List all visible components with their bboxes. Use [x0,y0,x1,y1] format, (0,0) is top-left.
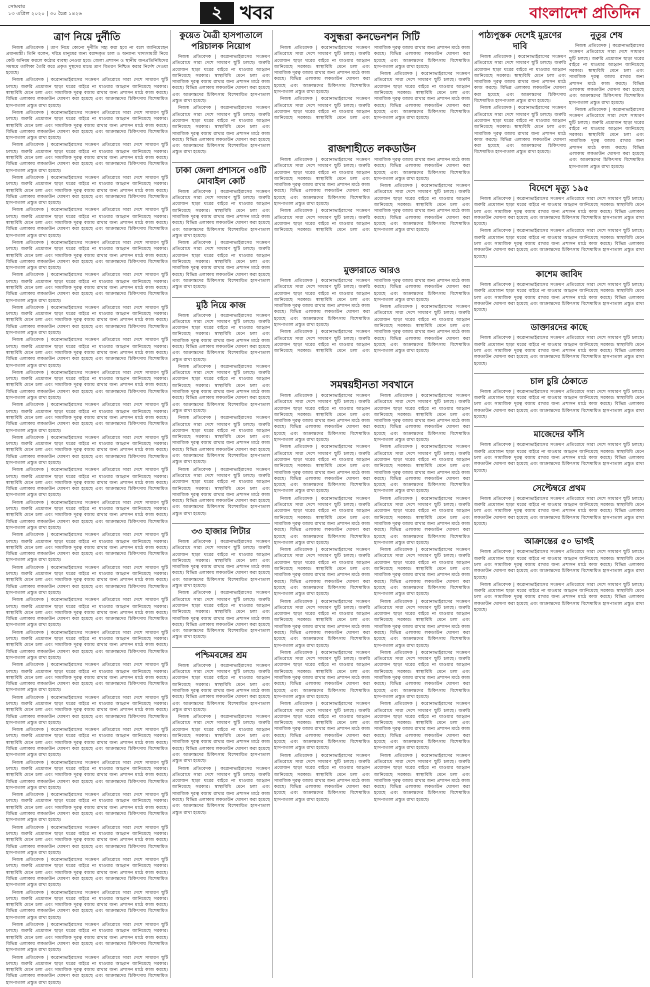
story-majed-execution [474,430,644,474]
headline: আক্রান্তের ৫০ ভাগই [524,537,594,548]
paragraph: নিজস্ব প্রতিবেদক | করোনাভাইরাসের সংক্রমণ প্রতিরোধে সারা দেশে সাধারণ ছুটি চলছে। জরুরি প্রয়োজন ছাড়া ঘরের বাইরে না যাওয়ার আহ্বান জানিয়েছে সরকার। স্বাস্থ্যবিধি মেনে চলা এবং সামাজিক দূরত্ব বজায় রাখার জন্য প্রশাসন মাঠে কাজ করছে। বিভিন্ন এলাকায় লকডাউন ঘোষণা করা হয়েছে এবং আক্রান্তদের চিকিৎসায় বিশেষায়িত হাসপাতাল প্রস্তুত রাখা হয়েছে। [6,598,168,629]
divider [474,533,644,534]
paragraph: নিজস্ব প্রতিবেদক | করোনাভাইরাসের সংক্রমণ প্রতিরোধে সারা দেশে সাধারণ ছুটি চলছে। জরুরি প্রয়োজন ছাড়া ঘরের বাইরে না যাওয়ার আহ্বান জানিয়েছে সরকার। স্বাস্থ্যবিধি মেনে চলা এবং সামাজিক দূরত্ব বজায় রাখার জন্য প্রশাসন মাঠে কাজ করছে। বিভিন্ন এলাকায় লকডাউন ঘোষণা করা হয়েছে এবং আক্রান্তদের চিকিৎসায় বিশেষায়িত হাসপাতাল প্রস্তুত রাখা হয়েছে। [6,630,168,661]
headline: সমন্বয়হীনতা সবখানে [330,380,414,391]
paragraph: নিজস্ব প্রতিবেদক | করোনাভাইরাসের সংক্রমণ প্রতিরোধে সারা দেশে সাধারণ ছুটি চলছে। জরুরি প্রয়োজন ছাড়া ঘরের বাইরে না যাওয়ার আহ্বান জানিয়েছে সরকার। স্বাস্থ্যবিধি মেনে চলা এবং সামাজিক দূরত্ব বজায় রাখার জন্য প্রশাসন মাঠে কাজ করছে। বিভিন্ন এলাকায় লকডাউন ঘোষণা করা হয়েছে এবং আক্রান্তদের চিকিৎসায় বিশেষায়িত হাসপাতাল প্রস্তুত রাখা হয়েছে। [172,106,270,156]
story-body [172,55,270,157]
paragraph: নিজস্ব প্রতিবেদক | করোনাভাইরাসের সংক্রমণ প্রতিরোধে সারা দেশে সাধারণ ছুটি চলছে। জরুরি প্রয়োজন ছাড়া ঘরের বাইরে না যাওয়ার আহ্বান জানিয়েছে সরকার। স্বাস্থ্যবিধি মেনে চলা এবং সামাজিক দূরত্ব বজায় রাখার জন্য প্রশাসন মাঠে কাজ করছে। বিভিন্ন এলাকায় লকডাউন ঘোষণা করা হয়েছে এবং আক্রান্তদের চিকিৎসায় বিশেষায়িত হাসপাতাল প্রস্তুত রাখা হয়েছে। [374,445,470,495]
divider [172,297,270,298]
headline: কুয়েত মৈত্রী হাসপাতালে পরিচালক নিয়োগ [179,31,263,52]
story-body [569,44,644,171]
story-work [172,301,270,519]
story-body [172,314,270,519]
paragraph: নিজস্ব প্রতিবেদক | করোনাভাইরাসের সংক্রমণ প্রতিরোধে সারা দেশে সাধারণ ছুটি চলছে। জরুরি প্রয়োজন ছাড়া ঘরের বাইরে না যাওয়ার আহ্বান জানিয়েছে সরকার। স্বাস্থ্যবিধি মেনে চলা এবং সামাজিক দূরত্ব বজায় রাখার জন্য প্রশাসন মাঠে কাজ করছে। বিভিন্ন এলাকায় লকডাউন ঘোষণা করা হয়েছে এবং আক্রান্তদের চিকিৎসায় বিশেষায়িত হাসপাতাল প্রস্তুত রাখা হয়েছে। [474,196,644,228]
headline: চাল চুরি ঠেকাতে [530,376,588,387]
paragraph: নিজস্ব প্রতিবেদক | করোনাভাইরাসের সংক্রমণ প্রতিরোধে সারা দেশে সাধারণ ছুটি চলছে। জরুরি প্রয়োজন ছাড়া ঘরের বাইরে না যাওয়ার আহ্বান জানিয়েছে সরকার। স্বাস্থ্যবিধি মেনে চলা এবং সামাজিক দূরত্ব বজায় রাখার জন্য প্রশাসন মাঠে কাজ করছে। বিভিন্ন এলাকায় লকডাউন ঘোষণা করা হয়েছে এবং আক্রান্তদের চিকিৎসায় বিশেষায়িত হাসপাতাল প্রস্তুত রাখা হয়েছে। [274,650,370,700]
headline: পাঠ্যপুস্তক দেশেই মুদ্রণের দাবি [478,31,562,52]
paragraph: নিজস্ব প্রতিবেদক | করোনাভাইরাসের সংক্রমণ প্রতিরোধে সারা দেশে সাধারণ ছুটি চলছে। জরুরি প্রয়োজন ছাড়া ঘরের বাইরে না যাওয়ার আহ্বান জানিয়েছে সরকার। স্বাস্থ্যবিধি মেনে চলা এবং সামাজিক দূরত্ব বজায় রাখার জন্য প্রশাসন মাঠে কাজ করছে। বিভিন্ন এলাকায় লকডাউন ঘোষণা করা হয়েছে এবং আক্রান্তদের চিকিৎসায় বিশেষায়িত হাসপাতাল প্রস্তুত রাখা হয়েছে। [6,923,168,954]
headline: পশ্চিমবঙ্গের শ্রম [195,650,247,661]
headline: বসুন্ধরা কনভেনশন সিটি [324,32,420,43]
paragraph: নিজস্ব প্রতিবেদক | করোনাভাইরাসের সংক্রমণ প্রতিরোধে সারা দেশে সাধারণ ছুটি চলছে। জরুরি প্রয়োজন ছাড়া ঘরের বাইরে না যাওয়ার আহ্বান জানিয়েছে সরকার। স্বাস্থ্যবিধি মেনে চলা এবং সামাজিক দূরত্ব বজায় রাখার জন্য প্রশাসন মাঠে কাজ করছে। বিভিন্ন এলাকায় লকডাউন ঘোষণা করা হয়েছে এবং আক্রান্তদের চিকিৎসায় বিশেষায়িত হাসপাতাল প্রস্তুত রাখা হয়েছে। [474,229,644,260]
paragraph: নিজস্ব প্রতিবেদক | করোনাভাইরাসের সংক্রমণ প্রতিরোধে সারা দেশে সাধারণ ছুটি চলছে। জরুরি প্রয়োজন ছাড়া ঘরের বাইরে না যাওয়ার আহ্বান জানিয়েছে সরকার। স্বাস্থ্যবিধি মেনে চলা এবং সামাজিক দূরত্ব বজায় রাখার জন্য প্রশাসন মাঠে কাজ করছে। বিভিন্ন এলাকায় লকডাউন ঘোষণা করা হয়েছে এবং আক্রান্তদের চিকিৎসায় বিশেষায়িত হাসপাতাল প্রস্তুত রাখা হয়েছে। [6,825,168,856]
story-body [474,197,644,261]
story-mobile-courts [172,166,270,292]
paragraph: নিজস্ব প্রতিবেদক | করোনাভাইরাসের সংক্রমণ প্রতিরোধে সারা দেশে সাধারণ ছুটি চলছে। জরুরি প্রয়োজন ছাড়া ঘরের বাইরে না যাওয়ার আহ্বান জানিয়েছে সরকার। স্বাস্থ্যবিধি মেনে চলা এবং সামাজিক দূরত্ব বজায় রাখার জন্য প্রশাসন মাঠে কাজ করছে। বিভিন্ন এলাকায় লকডাউন ঘোষণা করা হয়েছে এবং আক্রান্তদের চিকিৎসায় বিশেষায়িত হাসপাতাল প্রস্তুত রাখা হয়েছে। [172,715,270,765]
divider [172,647,270,648]
story-body [474,283,644,314]
column-1 [6,30,168,986]
paragraph: নিজস্ব প্রতিবেদক | করোনাভাইরাসের সংক্রমণ প্রতিরোধে সারা দেশে সাধারণ ছুটি চলছে। জরুরি প্রয়োজন ছাড়া ঘরের বাইরে না যাওয়ার আহ্বান জানিয়েছে সরকার। স্বাস্থ্যবিধি মেনে চলা এবং সামাজিক দূরত্ব বজায় রাখার জন্য প্রশাসন মাঠে কাজ করছে। বিভিন্ন এলাকায় লকডাউন ঘোষণা করা হয়েছে এবং আক্রান্তদের চিকিৎসায় বিশেষায়িত হাসপাতাল প্রস্তুত রাখা হয়েছে। [6,760,168,791]
paragraph: নিজস্ব প্রতিবেদক | করোনাভাইরাসের সংক্রমণ প্রতিরোধে সারা দেশে সাধারণ ছুটি চলছে। জরুরি প্রয়োজন ছাড়া ঘরের বাইরে না যাওয়ার আহ্বান জানিয়েছে সরকার। স্বাস্থ্যবিধি মেনে চলা এবং সামাজিক দূরত্ব বজায় রাখার জন্য প্রশাসন মাঠে কাজ করছে। বিভিন্ন এলাকায় লকডাউন ঘোষণা করা হয়েছে এবং আক্রান্তদের চিকিৎসায় বিশেষায়িত হাসপাতাল প্রস্তুত রাখা হয়েছে। [6,370,168,402]
story-body [274,279,470,356]
headline: কাশেম জাবিদ [535,269,583,280]
paragraph: নিজস্ব প্রতিবেদক | করোনাভাইরাসের সংক্রমণ প্রতিরোধে সারা দেশে সাধারণ ছুটি চলছে। জরুরি প্রয়োজন ছাড়া ঘরের বাইরে না যাওয়ার আহ্বান জানিয়েছে সরকার। স্বাস্থ্যবিধি মেনে চলা এবং সামাজিক দূরত্ব বজায় রাখার জন্য প্রশাসন মাঠে কাজ করছে। বিভিন্ন এলাকায় লকডাউন ঘোষণা করা হয়েছে এবং আক্রান্তদের চিকিৎসায় বিশেষায়িত হাসপাতাল প্রস্তুত রাখা হয়েছে। [6,890,168,921]
paragraph: নিজস্ব প্রতিবেদক | করোনাভাইরাসের সংক্রমণ প্রতিরোধে সারা দেশে সাধারণ ছুটি চলছে। জরুরি প্রয়োজন ছাড়া ঘরের বাইরে না যাওয়ার আহ্বান জানিয়েছে সরকার। স্বাস্থ্যবিধি মেনে চলা এবং সামাজিক দূরত্ব বজায় রাখার জন্য প্রশাসন মাঠে কাজ করছে। বিভিন্ন এলাকায় লকডাউন ঘোষণা করা হয়েছে এবং আক্রান্তদের চিকিৎসায় বিশেষায়িত হাসপাতাল প্রস্তুত রাখা হয়েছে। [474,582,644,613]
paragraph: নিজস্ব প্রতিবেদক | করোনাভাইরাসের সংক্রমণ প্রতিরোধে সারা দেশে সাধারণ ছুটি চলছে। জরুরি প্রয়োজন ছাড়া ঘরের বাইরে না যাওয়ার আহ্বান জানিয়েছে সরকার। স্বাস্থ্যবিধি মেনে চলা এবং সামাজিক দূরত্ব বজায় রাখার জন্য প্রশাসন মাঠে কাজ করছে। বিভিন্ন এলাকায় লকডাউন ঘোষণা করা হয়েছে এবং আক্রান্তদের চিকিৎসায় বিশেষায়িত হাসপাতাল প্রস্তুত রাখা হয়েছে। [6,338,168,369]
paragraph: নিজস্ব প্রতিবেদক | করোনাভাইরাসের সংক্রমণ প্রতিরোধে সারা দেশে সাধারণ ছুটি চলছে। জরুরি প্রয়োজন ছাড়া ঘরের বাইরে না যাওয়ার আহ্বান জানিয়েছে সরকার। স্বাস্থ্যবিধি মেনে চলা এবং সামাজিক দূরত্ব বজায় রাখার জন্য প্রশাসন মাঠে কাজ করছে। বিভিন্ন এলাকায় লকডাউন ঘোষণা করা হয়েছে এবং আক্রান্তদের চিকিৎসায় বিশেষায়িত হাসপাতাল প্রস্তুত রাখা হয়েছে। [374,702,470,752]
paragraph: নিজস্ব প্রতিবেদক | করোনাভাইরাসের সংক্রমণ প্রতিরোধে সারা দেশে সাধারণ ছুটি চলছে। জরুরি প্রয়োজন ছাড়া ঘরের বাইরে না যাওয়ার আহ্বান জানিয়েছে সরকার। স্বাস্থ্যবিধি মেনে চলা এবং সামাজিক দূরত্ব বজায় রাখার জন্য প্রশাসন মাঠে কাজ করছে। বিভিন্ন এলাকায় লকডাউন ঘোষণা করা হয়েছে এবং আক্রান্তদের চিকিৎসায় বিশেষায়িত হাসপাতাল প্রস্তুত রাখা হয়েছে। [274,753,370,803]
headline: বিদেশে মৃত্যু ১৯৫ [529,183,589,194]
story-body [474,336,644,367]
paragraph: নিজস্ব প্রতিবেদক | করোনাভাইরাসের সংক্রমণ প্রতিরোধে সারা দেশে সাধারণ ছুটি চলছে। জরুরি প্রয়োজন ছাড়া ঘরের বাইরে না যাওয়ার আহ্বান জানিয়েছে সরকার। স্বাস্থ্যবিধি মেনে চলা এবং সামাজিক দূরত্ব বজায় রাখার জন্য প্রশাসন মাঠে কাজ করছে। বিভিন্ন এলাকায় লকডাউন ঘোষণা করা হয়েছে এবং আক্রান্তদের চিকিৎসায় বিশেষায়িত হাসপাতাল প্রস্তুত রাখা হয়েছে। [569,107,644,170]
story-affected-fifty [474,537,644,614]
paragraph: নিজস্ব প্রতিবেদক | করোনাভাইরাসের সংক্রমণ প্রতিরোধে সারা দেশে সাধারণ ছুটি চলছে। জরুরি প্রয়োজন ছাড়া ঘরের বাইরে না যাওয়ার আহ্বান জানিয়েছে সরকার। স্বাস্থ্যবিধি মেনে চলা এবং সামাজিক দূরত্ব বজায় রাখার জন্য প্রশাসন মাঠে কাজ করছে। বিভিন্ন এলাকায় লকডাউন ঘোষণা করা হয়েছে এবং আক্রান্তদের চিকিৎসায় বিশেষায়িত হাসপাতাল প্রস্তুত রাখা হয়েছে। [172,416,270,466]
paragraph: নিজস্ব প্রতিবেদক | করোনাভাইরাসের সংক্রমণ প্রতিরোধে সারা দেশে সাধারণ ছুটি চলছে। জরুরি প্রয়োজন ছাড়া ঘরের বাইরে না যাওয়ার আহ্বান জানিয়েছে সরকার। স্বাস্থ্যবিধি মেনে চলা এবং সামাজিক দূরত্ব বজায় রাখার জন্য প্রশাসন মাঠে কাজ করছে। বিভিন্ন এলাকায় লকডাউন ঘোষণা করা হয়েছে এবং আক্রান্তদের চিকিৎসায় বিশেষায়িত হাসপাতাল প্রস্তুত রাখা হয়েছে। [6,305,168,337]
paragraph: নিজস্ব প্রতিবেদক | করোনাভাইরাসের সংক্রমণ প্রতিরোধে সারা দেশে সাধারণ ছুটি চলছে। জরুরি প্রয়োজন ছাড়া ঘরের বাইরে না যাওয়ার আহ্বান জানিয়েছে সরকার। স্বাস্থ্যবিধি মেনে চলা এবং সামাজিক দূরত্ব বজায় রাখার জন্য প্রশাসন মাঠে কাজ করছে। বিভিন্ন এলাকায় লকডাউন ঘোষণা করা হয়েছে এবং আক্রান্তদের চিকিৎসায় বিশেষায়িত হাসপাতাল প্রস্তুত রাখা হয়েছে। [374,650,470,700]
paragraph: নিজস্ব প্রতিবেদক | করোনাভাইরাসের সংক্রমণ প্রতিরোধে সারা দেশে সাধারণ ছুটি চলছে। জরুরি প্রয়োজন ছাড়া ঘরের বাইরে না যাওয়ার আহ্বান জানিয়েছে সরকার। স্বাস্থ্যবিধি মেনে চলা এবং সামাজিক দূরত্ব বজায় রাখার জন্য প্রশাসন মাঠে কাজ করছে। বিভিন্ন এলাকায় লকডাউন ঘোষণা করা হয়েছে এবং আক্রান্তদের চিকিৎসায় বিশেষায়িত হাসপাতাল প্রস্তুত রাখা হয়েছে। [274,46,470,122]
paragraph: নিজস্ব প্রতিবেদক | করোনাভাইরাসের সংক্রমণ প্রতিরোধে সারা দেশে সাধারণ ছুটি চলছে। জরুরি প্রয়োজন ছাড়া ঘরের বাইরে না যাওয়ার আহ্বান জানিয়েছে সরকার। স্বাস্থ্যবিধি মেনে চলা এবং সামাজিক দূরত্ব বজায় রাখার জন্য প্রশাসন মাঠে কাজ করছে। বিভিন্ন এলাকায় লকডাউন ঘোষণা করা হয়েছে এবং আক্রান্তদের চিকিৎসায় বিশেষায়িত হাসপাতাল প্রস্তুত রাখা হয়েছে। [274,158,370,208]
paragraph: নিজস্ব প্রতিবেদক | করোনাভাইরাসের সংক্রমণ প্রতিরোধে সারা দেশে সাধারণ ছুটি চলছে। জরুরি প্রয়োজন ছাড়া ঘরের বাইরে না যাওয়ার আহ্বান জানিয়েছে সরকার। স্বাস্থ্যবিধি মেনে চলা এবং সামাজিক দূরত্ব বজায় রাখার জন্য প্রশাসন মাঠে কাজ করছে। বিভিন্ন এলাকায় লকডাউন ঘোষণা করা হয়েছে এবং আক্রান্তদের চিকিৎসায় বিশেষায়িত হাসপাতাল প্রস্তুত রাখা হয়েছে। [274,158,470,234]
divider [474,319,644,320]
divider [474,180,644,181]
divider [172,162,270,163]
headline: মুঠি নিয়ে কাজ [196,300,246,311]
column-5 [474,30,644,978]
story-body [274,394,470,805]
paragraph: নিজস্ব প্রতিবেদক | করোনাভাইরাসের সংক্রমণ প্রতিরোধে সারা দেশে সাধারণ ছুটি চলছে। জরুরি প্রয়োজন ছাড়া ঘরের বাইরে না যাওয়ার আহ্বান জানিয়েছে সরকার। স্বাস্থ্যবিধি মেনে চলা এবং সামাজিক দূরত্ব বজায় রাখার জন্য প্রশাসন মাঠে কাজ করছে। বিভিন্ন এলাকায় লকডাউন ঘোষণা করা হয়েছে এবং আক্রান্তদের চিকিৎসায় বিশেষায়িত হাসপাতাল প্রস্তুত রাখা হয়েছে। [172,467,270,517]
paragraph: নিজস্ব প্রতিবেদক | করোনাভাইরাসের সংক্রমণ প্রতিরোধে সারা দেশে সাধারণ ছুটি চলছে। জরুরি প্রয়োজন ছাড়া ঘরের বাইরে না যাওয়ার আহ্বান জানিয়েছে সরকার। স্বাস্থ্যবিধি মেনে চলা এবং সামাজিক দূরত্ব বজায় রাখার জন্য প্রশাসন মাঠে কাজ করছে। বিভিন্ন এলাকায় লকডাউন ঘোষণা করা হয়েছে এবং আক্রান্তদের চিকিৎসায় বিশেষায়িত হাসপাতাল প্রস্তুত রাখা হয়েছে। [6,273,168,304]
paragraph: নিজস্ব প্রতিবেদক | করোনাভাইরাসের সংক্রমণ প্রতিরোধে সারা দেশে সাধারণ ছুটি চলছে। জরুরি প্রয়োজন ছাড়া ঘরের বাইরে না যাওয়ার আহ্বান জানিয়েছে সরকার। স্বাস্থ্যবিধি মেনে চলা এবং সামাজিক দূরত্ব বজায় রাখার জন্য প্রশাসন মাঠে কাজ করছে। বিভিন্ন এলাকায় লকডাউন ঘোষণা করা হয়েছে এবং আক্রান্তদের চিকিৎসায় বিশেষায়িত হাসপাতাল প্রস্তুত রাখা হয়েছে। [274,496,370,546]
right-top-row [474,30,644,177]
story-rajshahi-lockdown [274,142,470,262]
headline: মুক্তারাতে আরও [343,266,401,276]
paragraph: নিজস্ব প্রতিবেদক | করোনাভাইরাসের সংক্রমণ প্রতিরোধে সারা দেশে সাধারণ ছুটি চলছে। জরুরি প্রয়োজন ছাড়া ঘরের বাইরে না যাওয়ার আহ্বান জানিয়েছে সরকার। স্বাস্থ্যবিধি মেনে চলা এবং সামাজিক দূরত্ব বজায় রাখার জন্য প্রশাসন মাঠে কাজ করছে। বিভিন্ন এলাকায় লকডাউন ঘোষণা করা হয়েছে এবং আক্রান্তদের চিকিৎসায় বিশেষায়িত হাসপাতাল প্রস্তুত রাখা হয়েছে। [6,435,168,466]
paragraph: নিজস্ব প্রতিবেদক | করোনাভাইরাসের সংক্রমণ প্রতিরোধে সারা দেশে সাধারণ ছুটি চলছে। জরুরি প্রয়োজন ছাড়া ঘরের বাইরে না যাওয়ার আহ্বান জানিয়েছে সরকার। স্বাস্থ্যবিধি মেনে চলা এবং সামাজিক দূরত্ব বজায় রাখার জন্য প্রশাসন মাঠে কাজ করছে। বিভিন্ন এলাকায় লকডাউন ঘোষণা করা হয়েছে এবং আক্রান্তদের চিকিৎসায় বিশেষায়িত হাসপাতাল প্রস্তুত রাখা হয়েছে। [474,106,566,156]
section-title: খবর [240,2,274,24]
divider [474,373,644,374]
story-body [274,158,470,235]
story-textbooks [474,30,566,172]
story-body [172,540,270,642]
paragraph: নিজস্ব প্রতিবেদক | করোনাভাইরাসের সংক্রমণ প্রতিরোধে সারা দেশে সাধারণ ছুটি চলছে। জরুরি প্রয়োজন ছাড়া ঘরের বাইরে না যাওয়ার আহ্বান জানিয়েছে সরকার। স্বাস্থ্যবিধি মেনে চলা এবং সামাজিক দূরত্ব বজায় রাখার জন্য প্রশাসন মাঠে কাজ করছে। বিভিন্ন এলাকায় লকডাউন ঘোষণা করা হয়েছে এবং আক্রান্তদের চিকিৎসায় বিশেষায়িত হাসপাতাল প্রস্তুত রাখা হয়েছে। [6,793,168,824]
paragraph: নিজস্ব প্রতিবেদক | করোনাভাইরাসের সংক্রমণ প্রতিরোধে সারা দেশে সাধারণ ছুটি চলছে। জরুরি প্রয়োজন ছাড়া ঘরের বাইরে না যাওয়ার আহ্বান জানিয়েছে সরকার। স্বাস্থ্যবিধি মেনে চলা এবং সামাজিক দূরত্ব বজায় রাখার জন্য প্রশাসন মাঠে কাজ করছে। বিভিন্ন এলাকায় লকডাউন ঘোষণা করা হয়েছে এবং আক্রান্তদের চিকিৎসায় বিশেষায়িত হাসপাতাল প্রস্তুত রাখা হয়েছে। [6,110,168,142]
paragraph: নিজস্ব প্রতিবেদক | করোনাভাইরাসের সংক্রমণ প্রতিরোধে সারা দেশে সাধারণ ছুটি চলছে। জরুরি প্রয়োজন ছাড়া ঘরের বাইরে না যাওয়ার আহ্বান জানিয়েছে সরকার। স্বাস্থ্যবিধি মেনে চলা এবং সামাজিক দূরত্ব বজায় রাখার জন্য প্রশাসন মাঠে কাজ করছে। বিভিন্ন এলাকায় লকডাউন ঘোষণা করা হয়েছে এবং আক্রান্তদের চিকিৎসায় বিশেষায়িত হাসপাতাল প্রস্তুত রাখা হয়েছে। [6,858,168,889]
headline: নুতুর শেষ [590,31,623,41]
paragraph: নিজস্ব প্রতিবেদক | করোনাভাইরাসের সংক্রমণ প্রতিরোধে সারা দেশে সাধারণ ছুটি চলছে। জরুরি প্রয়োজন ছাড়া ঘরের বাইরে না যাওয়ার আহ্বান জানিয়েছে সরকার। স্বাস্থ্যবিধি মেনে চলা এবং সামাজিক দূরত্ব বজায় রাখার জন্য প্রশাসন মাঠে কাজ করছে। বিভিন্ন এলাকায় লকডাউন ঘোষণা করা হয়েছে এবং আক্রান্তদের চিকিৎসায় বিশেষায়িত হাসপাতাল প্রস্তুত রাখা হয়েছে। [172,241,270,291]
paragraph: নিজস্ব প্রতিবেদক | করোনাভাইরাসের সংক্রমণ প্রতিরোধে সারা দেশে সাধারণ ছুটি চলছে। জরুরি প্রয়োজন ছাড়া ঘরের বাইরে না যাওয়ার আহ্বান জানিয়েছে সরকার। স্বাস্থ্যবিধি মেনে চলা এবং সামাজিক দূরত্ব বজায় রাখার জন্য প্রশাসন মাঠে কাজ করছে। বিভিন্ন এলাকায় লকডাউন ঘোষণা করা হয়েছে এবং আক্রান্তদের চিকিৎসায় বিশেষায়িত হাসপাতাল প্রস্তুত রাখা হয়েছে। [6,500,168,531]
divider [474,426,644,427]
paragraph: নিজস্ব প্রতিবেদক | করোনাভাইরাসের সংক্রমণ প্রতিরোধে সারা দেশে সাধারণ ছুটি চলছে। জরুরি প্রয়োজন ছাড়া ঘরের বাইরে না যাওয়ার আহ্বান জানিয়েছে সরকার। স্বাস্থ্যবিধি মেনে চলা এবং সামাজিক দূরত্ব বজায় রাখার জন্য প্রশাসন মাঠে কাজ করছে। বিভিন্ন এলাকায় লকডাউন ঘোষণা করা হয়েছে এবং আক্রান্তদের চিকিৎসায় বিশেষায়িত হাসপাতাল প্রস্তুত রাখা হয়েছে। [172,364,270,414]
headline: ত্রাণ নিয়ে দুর্নীতি [53,32,121,43]
story-bashundhara [274,30,470,140]
date-block [8,4,82,18]
paragraph: নিজস্ব প্রতিবেদক | করোনাভাইরাসের সংক্রমণ প্রতিরোধে সারা দেশে সাধারণ ছুটি চলছে। জরুরি প্রয়োজন ছাড়া ঘরের বাইরে না যাওয়ার আহ্বান জানিয়েছে সরকার। স্বাস্থ্যবিধি মেনে চলা এবং সামাজিক দূরত্ব বজায় রাখার জন্য প্রশাসন মাঠে কাজ করছে। বিভিন্ন এলাকায় লকডাউন ঘোষণা করা হয়েছে এবং আক্রান্তদের চিকিৎসায় বিশেষায়িত হাসপাতাল প্রস্তুত রাখা হয়েছে। [6,78,168,109]
story-deaths-abroad [474,184,644,261]
paragraph: নিজস্ব প্রতিবেদক | করোনাভাইরাসের সংক্রমণ প্রতিরোধে সারা দেশে সাধারণ ছুটি চলছে। জরুরি প্রয়োজন ছাড়া ঘরের বাইরে না যাওয়ার আহ্বান জানিয়েছে সরকার। স্বাস্থ্যবিধি মেনে চলা এবং সামাজিক দূরত্ব বজায় রাখার জন্য প্রশাসন মাঠে কাজ করছে। বিভিন্ন এলাকায় লকডাউন ঘোষণা করা হয়েছে এবং আক্রান্তদের চিকিৎসায় বিশেষায়িত হাসপাতাল প্রস্তুত রাখা হয়েছে। [474,389,644,421]
paragraph: নিজস্ব প্রতিবেদক | করোনাভাইরাসের সংক্রমণ প্রতিরোধে সারা দেশে সাধারণ ছুটি চলছে। জরুরি প্রয়োজন ছাড়া ঘরের বাইরে না যাওয়ার আহ্বান জানিয়েছে সরকার। স্বাস্থ্যবিধি মেনে চলা এবং সামাজিক দূরত্ব বজায় রাখার জন্য প্রশাসন মাঠে কাজ করছে। বিভিন্ন এলাকায় লকডাউন ঘোষণা করা হয়েছে এবং আক্রান্তদের চিকিৎসায় বিশেষায়িত হাসপাতাল প্রস্তুত রাখা হয়েছে। [6,565,168,596]
paragraph: নিজস্ব প্রতিবেদক | করোনাভাইরাসের সংক্রমণ প্রতিরোধে সারা দেশে সাধারণ ছুটি চলছে। জরুরি প্রয়োজন ছাড়া ঘরের বাইরে না যাওয়ার আহ্বান জানিয়েছে সরকার। স্বাস্থ্যবিধি মেনে চলা এবং সামাজিক দূরত্ব বজায় রাখার জন্য প্রশাসন মাঠে কাজ করছে। বিভিন্ন এলাকায় লকডাউন ঘোষণা করা হয়েছে এবং আক্রান্তদের চিকিৎসায় বিশেষায়িত হাসপাতাল প্রস্তুত রাখা হয়েছে। [274,46,370,96]
paragraph: নিজস্ব প্রতিবেদক | করোনাভাইরাসের সংক্রমণ প্রতিরোধে সারা দেশে সাধারণ ছুটি চলছে। জরুরি প্রয়োজন ছাড়া ঘরের বাইরে না যাওয়ার আহ্বান জানিয়েছে সরকার। স্বাস্থ্যবিধি মেনে চলা এবং সামাজিক দূরত্ব বজায় রাখার জন্য প্রশাসন মাঠে কাজ করছে। বিভিন্ন এলাকায় লকডাউন ঘোষণা করা হয়েছে এবং আক্রান্তদের চিকিৎসায় বিশেষায়িত হাসপাতাল প্রস্তুত রাখা হয়েছে। [274,394,370,444]
story-body [172,190,270,292]
paragraph: নিজস্ব প্রতিবেদক | করোনাভাইরাসের সংক্রমণ প্রতিরোধে সারা দেশে সাধারণ ছুটি চলছে। জরুরি প্রয়োজন ছাড়া ঘরের বাইরে না যাওয়ার আহ্বান জানিয়েছে সরকার। স্বাস্থ্যবিধি মেনে চলা এবং সামাজিক দূরত্ব বজায় রাখার জন্য প্রশাসন মাঠে কাজ করছে। বিভিন্ন এলাকায় লকডাউন ঘোষণা করা হয়েছে এবং আক্রান্তদের চিকিৎসায় বিশেষায়িত হাসপাতাল প্রস্তুত রাখা হয়েছে। [6,663,168,694]
paragraph: নিজস্ব প্রতিবেদক | করোনাভাইরাসের সংক্রমণ প্রতিরোধে সারা দেশে সাধারণ ছুটি চলছে। জরুরি প্রয়োজন ছাড়া ঘরের বাইরে না যাওয়ার আহ্বান জানিয়েছে সরকার। স্বাস্থ্যবিধি মেনে চলা এবং সামাজিক দূরত্ব বজায় রাখার জন্য প্রশাসন মাঠে কাজ করছে। বিভিন্ন এলাকায় লকডাউন ঘোষণা করা হয়েছে এবং আক্রান্তদের চিকিৎসায় বিশেষায়িত হাসপাতাল প্রস্তুত রাখা হয়েছে। [6,175,168,207]
headline: ৩৩ হাজার লিটার [191,527,251,537]
story-body [474,497,644,528]
column-rule [472,30,473,978]
paragraph: নিজস্ব প্রতিবেদক | করোনাভাইরাসের সংক্রমণ প্রতিরোধে সারা দেশে সাধারণ ছুটি চলছে। জরুরি প্রয়োজন ছাড়া ঘরের বাইরে না যাওয়ার আহ্বান জানিয়েছে সরকার। স্বাস্থ্যবিধি মেনে চলা এবং সামাজিক দূরত্ব বজায় রাখার জন্য প্রশাসন মাঠে কাজ করছে। বিভিন্ন এলাকায় লকডাউন ঘোষণা করা হয়েছে এবং আক্রান্তদের চিকিৎসায় বিশেষায়িত হাসপাতাল প্রস্তুত রাখা হয়েছে। [6,955,168,986]
story-body [474,550,644,614]
paragraph: নিজস্ব প্রতিবেদক | করোনাভাইরাসের সংক্রমণ প্রতিরোধে সারা দেশে সাধারণ ছুটি চলছে। জরুরি প্রয়োজন ছাড়া ঘরের বাইরে না যাওয়ার আহ্বান জানিয়েছে সরকার। স্বাস্থ্যবিধি মেনে চলা এবং সামাজিক দূরত্ব বজায় রাখার জন্য প্রশাসন মাঠে কাজ করছে। বিভিন্ন এলাকায় লকডাউন ঘোষণা করা হয়েছে এবং আক্রান্তদের চিকিৎসায় বিশেষায়িত হাসপাতাল প্রস্তুত রাখা হয়েছে। [172,663,270,713]
story-body [474,55,566,157]
paragraph: নিজস্ব প্রতিবেদক | করোনাভাইরাসের সংক্রমণ প্রতিরোধে সারা দেশে সাধারণ ছুটি চলছে। জরুরি প্রয়োজন ছাড়া ঘরের বাইরে না যাওয়ার আহ্বান জানিয়েছে সরকার। স্বাস্থ্যবিধি মেনে চলা এবং সামাজিক দূরত্ব বজায় রাখার জন্য প্রশাসন মাঠে কাজ করছে। বিভিন্ন এলাকায় লকডাউন ঘোষণা করা হয়েছে এবং আক্রান্তদের চিকিৎসায় বিশেষায়িত হাসপাতাল প্রস্তুত রাখা হয়েছে। [274,445,370,495]
newspaper-logo: বাংলাদেশ প্রতিদিন [529,4,640,22]
paragraph: নিজস্ব প্রতিবেদক | করোনাভাইরাসের সংক্রমণ প্রতিরোধে সারা দেশে সাধারণ ছুটি চলছে। জরুরি প্রয়োজন ছাড়া ঘরের বাইরে না যাওয়ার আহ্বান জানিয়েছে সরকার। স্বাস্থ্যবিধি মেনে চলা এবং সামাজিক দূরত্ব বজায় রাখার জন্য প্রশাসন মাঠে কাজ করছে। বিভিন্ন এলাকায় লকডাউন ঘোষণা করা হয়েছে এবং আক্রান্তদের চিকিৎসায় বিশেষায়িত হাসপাতাল প্রস্তুত রাখা হয়েছে। [374,496,470,546]
paragraph: নিজস্ব প্রতিবেদক | করোনাভাইরাসের সংক্রমণ প্রতিরোধে সারা দেশে সাধারণ ছুটি চলছে। জরুরি প্রয়োজন ছাড়া ঘরের বাইরে না যাওয়ার আহ্বান জানিয়েছে সরকার। স্বাস্থ্যবিধি মেনে চলা এবং সামাজিক দূরত্ব বজায় রাখার জন্য প্রশাসন মাঠে কাজ করছে। বিভিন্ন এলাকায় লকডাউন ঘোষণা করা হয়েছে এবং আক্রান্তদের চিকিৎসায় বিশেষায়িত হাসপাতাল প্রস্তুত রাখা হয়েছে। [6,728,168,759]
paragraph: নিজস্ব প্রতিবেদক | করোনাভাইরাসের সংক্রমণ প্রতিরোধে সারা দেশে সাধারণ ছুটি চলছে। জরুরি প্রয়োজন ছাড়া ঘরের বাইরে না যাওয়ার আহ্বান জানিয়েছে সরকার। স্বাস্থ্যবিধি মেনে চলা এবং সামাজিক দূরত্ব বজায় রাখার জন্য প্রশাসন মাঠে কাজ করছে। বিভিন্ন এলাকায় লকডাউন ঘোষণা করা হয়েছে এবং আক্রান্তদের চিকিৎসায় বিশেষায়িত হাসপাতাল প্রস্তুত রাখা হয়েছে। [172,766,270,816]
paragraph: নিজস্ব প্রতিবেদক | করোনাভাইরাসের সংক্রমণ প্রতিরোধে সারা দেশে সাধারণ ছুটি চলছে। জরুরি প্রয়োজন ছাড়া ঘরের বাইরে না যাওয়ার আহ্বান জানিয়েছে সরকার। স্বাস্থ্যবিধি মেনে চলা এবং সামাজিক দূরত্ব বজায় রাখার জন্য প্রশাসন মাঠে কাজ করছে। বিভিন্ন এলাকায় লকডাউন ঘোষণা করা হয়েছে এবং আক্রান্তদের চিকিৎসায় বিশেষায়িত হাসপাতাল প্রস্তুত রাখা হয়েছে। [474,336,644,367]
masthead [0,0,650,26]
paragraph: নিজস্ব প্রতিবেদক | করোনাভাইরাসের সংক্রমণ প্রতিরোধে সারা দেশে সাধারণ ছুটি চলছে। জরুরি প্রয়োজন ছাড়া ঘরের বাইরে না যাওয়ার আহ্বান জানিয়েছে সরকার। স্বাস্থ্যবিধি মেনে চলা এবং সামাজিক দূরত্ব বজায় রাখার জন্য প্রশাসন মাঠে কাজ করছে। বিভিন্ন এলাকায় লকডাউন ঘোষণা করা হয়েছে এবং আক্রান্তদের চিকিৎসায় বিশেষায়িত হাসপাতাল প্রস্তুত রাখা হয়েছে। [474,550,644,581]
paragraph: নিজস্ব প্রতিবেদক | করোনাভাইরাসের সংক্রমণ প্রতিরোধে সারা দেশে সাধারণ ছুটি চলছে। জরুরি প্রয়োজন ছাড়া ঘরের বাইরে না যাওয়ার আহ্বান জানিয়েছে সরকার। স্বাস্থ্যবিধি মেনে চলা এবং সামাজিক দূরত্ব বজায় রাখার জন্য প্রশাসন মাঠে কাজ করছে। বিভিন্ন এলাকায় লকডাউন ঘোষণা করা হয়েছে এবং আক্রান্তদের চিকিৎসায় বিশেষায়িত হাসপাতাল প্রস্তুত রাখা হয়েছে। [172,189,270,239]
story-liters [172,527,270,642]
story-coordination [274,378,470,978]
headline: সেপ্টেম্বরে প্রথম [532,483,586,494]
paragraph: নিজস্ব প্রতিবেদক | করোনাভাইরাসের সংক্রমণ প্রতিরোধে সারা দেশে সাধারণ ছুটি চলছে। জরুরি প্রয়োজন ছাড়া ঘরের বাইরে না যাওয়ার আহ্বান জানিয়েছে সরকার। স্বাস্থ্যবিধি মেনে চলা এবং সামাজিক দূরত্ব বজায় রাখার জন্য প্রশাসন মাঠে কাজ করছে। বিভিন্ন এলাকায় লকডাউন ঘোষণা করা হয়েছে এবং আক্রান্তদের চিকিৎসায় বিশেষায়িত হাসপাতাল প্রস্তুত রাখা হয়েছে। [6,208,168,239]
paragraph: নিজস্ব প্রতিবেদক | করোনাভাইরাসের সংক্রমণ প্রতিরোধে সারা দেশে সাধারণ ছুটি চলছে। জরুরি প্রয়োজন ছাড়া ঘরের বাইরে না যাওয়ার আহ্বান জানিয়েছে সরকার। স্বাস্থ্যবিধি মেনে চলা এবং সামাজিক দূরত্ব বজায় রাখার জন্য প্রশাসন মাঠে কাজ করছে। বিভিন্ন এলাকায় লকডাউন ঘোষণা করা হয়েছে এবং আক্রান্তদের চিকিৎসায় বিশেষায়িত হাসপাতাল প্রস্তুত রাখা হয়েছে। [6,403,168,434]
paragraph: নিজস্ব প্রতিবেদক | করোনাভাইরাসের সংক্রমণ প্রতিরোধে সারা দেশে সাধারণ ছুটি চলছে। জরুরি প্রয়োজন ছাড়া ঘরের বাইরে না যাওয়ার আহ্বান জানিয়েছে সরকার। স্বাস্থ্যবিধি মেনে চলা এবং সামাজিক দূরত্ব বজায় রাখার জন্য প্রশাসন মাঠে কাজ করছে। বিভিন্ন এলাকায় লকডাউন ঘোষণা করা হয়েছে এবং আক্রান্তদের চিকিৎসায় বিশেষায়িত হাসপাতাল প্রস্তুত রাখা হয়েছে। [172,313,270,363]
paragraph: নিজস্ব প্রতিবেদক | করোনাভাইরাসের সংক্রমণ প্রতিরোধে সারা দেশে সাধারণ ছুটি চলছে। জরুরি প্রয়োজন ছাড়া ঘরের বাইরে না যাওয়ার আহ্বান জানিয়েছে সরকার। স্বাস্থ্যবিধি মেনে চলা এবং সামাজিক দূরত্ব বজায় রাখার জন্য প্রশাসন মাঠে কাজ করছে। বিভিন্ন এলাকায় লকডাউন ঘোষণা করা হয়েছে এবং আক্রান্তদের চিকিৎসায় বিশেষায়িত হাসপাতাল প্রস্তুত রাখা হয়েছে। [474,55,566,105]
paragraph: নিজস্ব প্রতিবেদক | করোনাভাইরাসের সংক্রমণ প্রতিরোধে সারা দেশে সাধারণ ছুটি চলছে। জরুরি প্রয়োজন ছাড়া ঘরের বাইরে না যাওয়ার আহ্বান জানিয়েছে সরকার। স্বাস্থ্যবিধি মেনে চলা এবং সামাজিক দূরত্ব বজায় রাখার জন্য প্রশাসন মাঠে কাজ করছে। বিভিন্ন এলাকায় লকডাউন ঘোষণা করা হয়েছে এবং আক্রান্তদের চিকিৎসায় বিশেষায়িত হাসপাতাল প্রস্তুত রাখা হয়েছে। [274,548,370,598]
paragraph: নিজস্ব প্রতিবেদক | করোনাভাইরাসের সংক্রমণ প্রতিরোধে সারা দেশে সাধারণ ছুটি চলছে। জরুরি প্রয়োজন ছাড়া ঘরের বাইরে না যাওয়ার আহ্বান জানিয়েছে সরকার। স্বাস্থ্যবিধি মেনে চলা এবং সামাজিক দূরত্ব বজায় রাখার জন্য প্রশাসন মাঠে কাজ করছে। বিভিন্ন এলাকায় লকডাউন ঘোষণা করা হয়েছে এবং আক্রান্তদের চিকিৎসায় বিশেষায়িত হাসপাতাল প্রস্তুত রাখা হয়েছে। [374,753,470,803]
story-body [6,46,168,987]
story-september [474,484,644,528]
paragraph: নিজস্ব প্রতিবেদক | করোনাভাইরাসের সংক্রমণ প্রতিরোধে সারা দেশে সাধারণ ছুটি চলছে। জরুরি প্রয়োজন ছাড়া ঘরের বাইরে না যাওয়ার আহ্বান জানিয়েছে সরকার। স্বাস্থ্যবিধি মেনে চলা এবং সামাজিক দূরত্ব বজায় রাখার জন্য প্রশাসন মাঠে কাজ করছে। বিভিন্ন এলাকায় লকডাউন ঘোষণা করা হয়েছে এবং আক্রান্তদের চিকিৎসায় বিশেষায়িত হাসপাতাল প্রস্তুত রাখা হয়েছে। [374,72,470,122]
column-rule [272,30,273,978]
paragraph: নিজস্ব প্রতিবেদক | করোনাভাইরাসের সংক্রমণ প্রতিরোধে সারা দেশে সাধারণ ছুটি চলছে। জরুরি প্রয়োজন ছাড়া ঘরের বাইরে না যাওয়ার আহ্বান জানিয়েছে সরকার। স্বাস্থ্যবিধি মেনে চলা এবং সামাজিক দূরত্ব বজায় রাখার জন্য প্রশাসন মাঠে কাজ করছে। বিভিন্ন এলাকায় লকডাউন ঘোষণা করা হয়েছে এবং আক্রান্তদের চিকিৎসায় বিশেষায়িত হাসপাতাল প্রস্তুত রাখা হয়েছে। [172,55,270,105]
headline: মাজেদের ফাঁসি [533,430,585,441]
divider [474,266,644,267]
headline: ডাক্তারদের কাছে [530,323,588,334]
story-relief-corruption [6,31,168,987]
paragraph: নিজস্ব প্রতিবেদক | করোনাভাইরাসের সংক্রমণ প্রতিরোধে সারা দেশে সাধারণ ছুটি চলছে। জরুরি প্রয়োজন ছাড়া ঘরের বাইরে না যাওয়ার আহ্বান জানিয়েছে সরকার। স্বাস্থ্যবিধি মেনে চলা এবং সামাজিক দূরত্ব বজায় রাখার জন্য প্রশাসন মাঠে কাজ করছে। বিভিন্ন এলাকায় লকডাউন ঘোষণা করা হয়েছে এবং আক্রান্তদের চিকিৎসায় বিশেষায়িত হাসপাতাল প্রস্তুত রাখা হয়েছে। [6,143,168,174]
column-2 [172,30,270,978]
page-number: ২ [200,2,234,24]
weekday: সোমবার [8,4,26,10]
paragraph: নিজস্ব প্রতিবেদক | ত্রাণ নিয়ে কোনো দুর্নীতি সহ্য করা হবে না বলে জানিয়েছেন প্রধানমন্ত্রী। তিনি বলেন, দরিদ্র মানুষের জন্য বরাদ্দকৃত চাল ও অন্যান্য খাদ্যসামগ্রী নিয়ে কেউ অনিয়ম করলে কঠোর ব্যবস্থা নেওয়া হবে। জেলা প্রশাসন ও স্থানীয় জনপ্রতিনিধিদের সমন্বয়ে তালিকা তৈরি করে প্রকৃত দুস্থদের মাঝে ত্রাণ বিতরণ নিশ্চিত করার নির্দেশ দেওয়া হয়েছে। [6,46,168,77]
divider [474,480,644,481]
paragraph: নিজস্ব প্রতিবেদক | করোনাভাইরাসের সংক্রমণ প্রতিরোধে সারা দেশে সাধারণ ছুটি চলছে। জরুরি প্রয়োজন ছাড়া ঘরের বাইরে না যাওয়ার আহ্বান জানিয়েছে সরকার। স্বাস্থ্যবিধি মেনে চলা এবং সামাজিক দূরত্ব বজায় রাখার জন্য প্রশাসন মাঠে কাজ করছে। বিভিন্ন এলাকায় লকডাউন ঘোষণা করা হয়েছে এবং আক্রান্তদের চিকিৎসায় বিশেষায়িত হাসপাতাল প্রস্তুত রাখা হয়েছে। [474,282,644,314]
paragraph: নিজস্ব প্রতিবেদক | করোনাভাইরাসের সংক্রমণ প্রতিরোধে সারা দেশে সাধারণ ছুটি চলছে। জরুরি প্রয়োজন ছাড়া ঘরের বাইরে না যাওয়ার আহ্বান জানিয়েছে সরকার। স্বাস্থ্যবিধি মেনে চলা এবং সামাজিক দূরত্ব বজায় রাখার জন্য প্রশাসন মাঠে কাজ করছে। বিভিন্ন এলাকায় লকডাউন ঘোষণা করা হয়েছে এবং আক্রান্তদের চিকিৎসায় বিশেষায়িত হাসপাতাল প্রস্তুত রাখা হয়েছে। [474,496,644,528]
story-body [474,390,644,421]
paragraph: নিজস্ব প্রতিবেদক | করোনাভাইরাসের সংক্রমণ প্রতিরোধে সারা দেশে সাধারণ ছুটি চলছে। জরুরি প্রয়োজন ছাড়া ঘরের বাইরে না যাওয়ার আহ্বান জানিয়েছে সরকার। স্বাস্থ্যবিধি মেনে চলা এবং সামাজিক দূরত্ব বজায় রাখার জন্য প্রশাসন মাঠে কাজ করছে। বিভিন্ন এলাকায় লকডাউন ঘোষণা করা হয়েছে এবং আক্রান্তদের চিকিৎসায় বিশেষায়িত হাসপাতাল প্রস্তুত রাখা হয়েছে। [569,44,644,106]
story-end [569,30,644,172]
story-more [274,265,470,375]
paragraph: নিজস্ব প্রতিবেদক | করোনাভাইরাসের সংক্রমণ প্রতিরোধে সারা দেশে সাধারণ ছুটি চলছে। জরুরি প্রয়োজন ছাড়া ঘরের বাইরে না যাওয়ার আহ্বান জানিয়েছে সরকার। স্বাস্থ্যবিধি মেনে চলা এবং সামাজিক দূরত্ব বজায় রাখার জন্য প্রশাসন মাঠে কাজ করছে। বিভিন্ন এলাকায় লকডাউন ঘোষণা করা হয়েছে এবং আক্রান্তদের চিকিৎসায় বিশেষায়িত হাসপাতাল প্রস্তুত রাখা হয়েছে। [6,240,168,272]
headline: ঢাকা জেলা প্রশাসনে ৩৪টি মোবাইল কোর্ট [175,165,267,187]
paragraph: নিজস্ব প্রতিবেদক | করোনাভাইরাসের সংক্রমণ প্রতিরোধে সারা দেশে সাধারণ ছুটি চলছে। জরুরি প্রয়োজন ছাড়া ঘরের বাইরে না যাওয়ার আহ্বান জানিয়েছে সরকার। স্বাস্থ্যবিধি মেনে চলা এবং সামাজিক দূরত্ব বজায় রাখার জন্য প্রশাসন মাঠে কাজ করছে। বিভিন্ন এলাকায় লকডাউন ঘোষণা করা হয়েছে এবং আক্রান্তদের চিকিৎসায় বিশেষায়িত হাসপাতাল প্রস্তুত রাখা হয়েছে। [374,394,470,444]
paragraph: নিজস্ব প্রতিবেদক | করোনাভাইরাসের সংক্রমণ প্রতিরোধে সারা দেশে সাধারণ ছুটি চলছে। জরুরি প্রয়োজন ছাড়া ঘরের বাইরে না যাওয়ার আহ্বান জানিয়েছে সরকার। স্বাস্থ্যবিধি মেনে চলা এবং সামাজিক দূরত্ব বজায় রাখার জন্য প্রশাসন মাঠে কাজ করছে। বিভিন্ন এলাকায় লকডাউন ঘোষণা করা হয়েছে এবং আক্রান্তদের চিকিৎসায় বিশেষায়িত হাসপাতাল প্রস্তুত রাখা হয়েছে। [374,184,470,234]
story-body [474,443,644,474]
story-kuwait-hospital [172,31,270,157]
paragraph: নিজস্ব প্রতিবেদক | করোনাভাইরাসের সংক্রমণ প্রতিরোধে সারা দেশে সাধারণ ছুটি চলছে। জরুরি প্রয়োজন ছাড়া ঘরের বাইরে না যাওয়ার আহ্বান জানিয়েছে সরকার। স্বাস্থ্যবিধি মেনে চলা এবং সামাজিক দূরত্ব বজায় রাখার জন্য প্রশাসন মাঠে কাজ করছে। বিভিন্ন এলাকায় লকডাউন ঘোষণা করা হয়েছে এবং আক্রান্তদের চিকিৎসায় বিশেষায়িত হাসপাতাল প্রস্তুত রাখা হয়েছে। [274,279,470,355]
divider [172,523,270,524]
paragraph: নিজস্ব প্রতিবেদক | করোনাভাইরাসের সংক্রমণ প্রতিরোধে সারা দেশে সাধারণ ছুটি চলছে। জরুরি প্রয়োজন ছাড়া ঘরের বাইরে না যাওয়ার আহ্বান জানিয়েছে সরকার। স্বাস্থ্যবিধি মেনে চলা এবং সামাজিক দূরত্ব বজায় রাখার জন্য প্রশাসন মাঠে কাজ করছে। বিভিন্ন এলাকায় লকডাউন ঘোষণা করা হয়েছে এবং আক্রান্তদের চিকিৎসায় বিশেষায়িত হাসপাতাল প্রস্তুত রাখা হয়েছে। [274,702,370,752]
story-kashem [474,270,644,314]
paragraph: নিজস্ব প্রতিবেদক | করোনাভাইরাসের সংক্রমণ প্রতিরোধে সারা দেশে সাধারণ ছুটি চলছে। জরুরি প্রয়োজন ছাড়া ঘরের বাইরে না যাওয়ার আহ্বান জানিয়েছে সরকার। স্বাস্থ্যবিধি মেনে চলা এবং সামাজিক দূরত্ব বজায় রাখার জন্য প্রশাসন মাঠে কাজ করছে। বিভিন্ন এলাকায় লকডাউন ঘোষণা করা হয়েছে এবং আক্রান্তদের চিকিৎসায় বিশেষায়িত হাসপাতাল প্রস্তুত রাখা হয়েছে। [172,540,270,590]
paragraph: নিজস্ব প্রতিবেদক | করোনাভাইরাসের সংক্রমণ প্রতিরোধে সারা দেশে সাধারণ ছুটি চলছে। জরুরি প্রয়োজন ছাড়া ঘরের বাইরে না যাওয়ার আহ্বান জানিয়েছে সরকার। স্বাস্থ্যবিধি মেনে চলা এবং সামাজিক দূরত্ব বজায় রাখার জন্য প্রশাসন মাঠে কাজ করছে। বিভিন্ন এলাকায় লকডাউন ঘোষণা করা হয়েছে এবং আক্রান্তদের চিকিৎসায় বিশেষায়িত হাসপাতাল প্রস্তুত রাখা হয়েছে। [374,305,470,355]
story-west-bengal [172,651,270,817]
paragraph: নিজস্ব প্রতিবেদক | করোনাভাইরাসের সংক্রমণ প্রতিরোধে সারা দেশে সাধারণ ছুটি চলছে। জরুরি প্রয়োজন ছাড়া ঘরের বাইরে না যাওয়ার আহ্বান জানিয়েছে সরকার। স্বাস্থ্যবিধি মেনে চলা এবং সামাজিক দূরত্ব বজায় রাখার জন্য প্রশাসন মাঠে কাজ করছে। বিভিন্ন এলাকায় লকডাউন ঘোষণা করা হয়েছে এবং আক্রান্তদের চিকিৎসায় বিশেষায়িত হাসপাতাল প্রস্তুত রাখা হয়েছে। [474,443,644,474]
paragraph: নিজস্ব প্রতিবেদক | করোনাভাইরাসের সংক্রমণ প্রতিরোধে সারা দেশে সাধারণ ছুটি চলছে। জরুরি প্রয়োজন ছাড়া ঘরের বাইরে না যাওয়ার আহ্বান জানিয়েছে সরকার। স্বাস্থ্যবিধি মেনে চলা এবং সামাজিক দূরত্ব বজায় রাখার জন্য প্রশাসন মাঠে কাজ করছে। বিভিন্ন এলাকায় লকডাউন ঘোষণা করা হয়েছে এবং আক্রান্তদের চিকিৎসায় বিশেষায়িত হাসপাতাল প্রস্তুত রাখা হয়েছে। [6,468,168,499]
paragraph: নিজস্ব প্রতিবেদক | করোনাভাইরাসের সংক্রমণ প্রতিরোধে সারা দেশে সাধারণ ছুটি চলছে। জরুরি প্রয়োজন ছাড়া ঘরের বাইরে না যাওয়ার আহ্বান জানিয়েছে সরকার। স্বাস্থ্যবিধি মেনে চলা এবং সামাজিক দূরত্ব বজায় রাখার জন্য প্রশাসন মাঠে কাজ করছে। বিভিন্ন এলাকায় লকডাউন ঘোষণা করা হয়েছে এবং আক্রান্তদের চিকিৎসায় বিশেষায়িত হাসপাতাল প্রস্তুত রাখা হয়েছে। [274,279,370,329]
paragraph: নিজস্ব প্রতিবেদক | করোনাভাইরাসের সংক্রমণ প্রতিরোধে সারা দেশে সাধারণ ছুটি চলছে। জরুরি প্রয়োজন ছাড়া ঘরের বাইরে না যাওয়ার আহ্বান জানিয়েছে সরকার। স্বাস্থ্যবিধি মেনে চলা এবং সামাজিক দূরত্ব বজায় রাখার জন্য প্রশাসন মাঠে কাজ করছে। বিভিন্ন এলাকায় লকডাউন ঘোষণা করা হয়েছে এবং আক্রান্তদের চিকিৎসায় বিশেষায়িত হাসপাতাল প্রস্তুত রাখা হয়েছে। [172,591,270,641]
story-rice-theft [474,377,644,421]
paragraph: নিজস্ব প্রতিবেদক | করোনাভাইরাসের সংক্রমণ প্রতিরোধে সারা দেশে সাধারণ ছুটি চলছে। জরুরি প্রয়োজন ছাড়া ঘরের বাইরে না যাওয়ার আহ্বান জানিয়েছে সরকার। স্বাস্থ্যবিধি মেনে চলা এবং সামাজিক দূরত্ব বজায় রাখার জন্য প্রশাসন মাঠে কাজ করছে। বিভিন্ন এলাকায় লকডাউন ঘোষণা করা হয়েছে এবং আক্রান্তদের চিকিৎসায় বিশেষায়িত হাসপাতাল প্রস্তুত রাখা হয়েছে। [374,599,470,649]
paragraph: নিজস্ব প্রতিবেদক | করোনাভাইরাসের সংক্রমণ প্রতিরোধে সারা দেশে সাধারণ ছুটি চলছে। জরুরি প্রয়োজন ছাড়া ঘরের বাইরে না যাওয়ার আহ্বান জানিয়েছে সরকার। স্বাস্থ্যবিধি মেনে চলা এবং সামাজিক দূরত্ব বজায় রাখার জন্য প্রশাসন মাঠে কাজ করছে। বিভিন্ন এলাকায় লকডাউন ঘোষণা করা হয়েছে এবং আক্রান্তদের চিকিৎসায় বিশেষায়িত হাসপাতাল প্রস্তুত রাখা হয়েছে। [6,533,168,564]
column-rule [170,30,171,978]
paragraph: নিজস্ব প্রতিবেদক | করোনাভাইরাসের সংক্রমণ প্রতিরোধে সারা দেশে সাধারণ ছুটি চলছে। জরুরি প্রয়োজন ছাড়া ঘরের বাইরে না যাওয়ার আহ্বান জানিয়েছে সরকার। স্বাস্থ্যবিধি মেনে চলা এবং সামাজিক দূরত্ব বজায় রাখার জন্য প্রশাসন মাঠে কাজ করছে। বিভিন্ন এলাকায় লকডাউন ঘোষণা করা হয়েছে এবং আক্রান্তদের চিকিৎসায় বিশেষায়িত হাসপাতাল প্রস্তুত রাখা হয়েছে। [374,548,470,598]
publication-date: ১৩ এপ্রিল ২০২০ | ৩০ চৈত্র ১৪২৬ [8,11,82,17]
paragraph: নিজস্ব প্রতিবেদক | করোনাভাইরাসের সংক্রমণ প্রতিরোধে সারা দেশে সাধারণ ছুটি চলছে। জরুরি প্রয়োজন ছাড়া ঘরের বাইরে না যাওয়ার আহ্বান জানিয়েছে সরকার। স্বাস্থ্যবিধি মেনে চলা এবং সামাজিক দূরত্ব বজায় রাখার জন্য প্রশাসন মাঠে কাজ করছে। বিভিন্ন এলাকায় লকডাউন ঘোষণা করা হয়েছে এবং আক্রান্তদের চিকিৎসায় বিশেষায়িত হাসপাতাল প্রস্তুত রাখা হয়েছে। [274,599,370,649]
story-body [172,664,270,817]
headline: রাজশাহীতে লকডাউন [328,144,416,155]
story-body [274,46,470,123]
paragraph: নিজস্ব প্রতিবেদক | করোনাভাইরাসের সংক্রমণ প্রতিরোধে সারা দেশে সাধারণ ছুটি চলছে। জরুরি প্রয়োজন ছাড়া ঘরের বাইরে না যাওয়ার আহ্বান জানিয়েছে সরকার। স্বাস্থ্যবিধি মেনে চলা এবং সামাজিক দূরত্ব বজায় রাখার জন্য প্রশাসন মাঠে কাজ করছে। বিভিন্ন এলাকায় লকডাউন ঘোষণা করা হয়েছে এবং আক্রান্তদের চিকিৎসায় বিশেষায়িত হাসপাতাল প্রস্তুত রাখা হয়েছে। [6,695,168,726]
story-doctors [474,323,644,367]
